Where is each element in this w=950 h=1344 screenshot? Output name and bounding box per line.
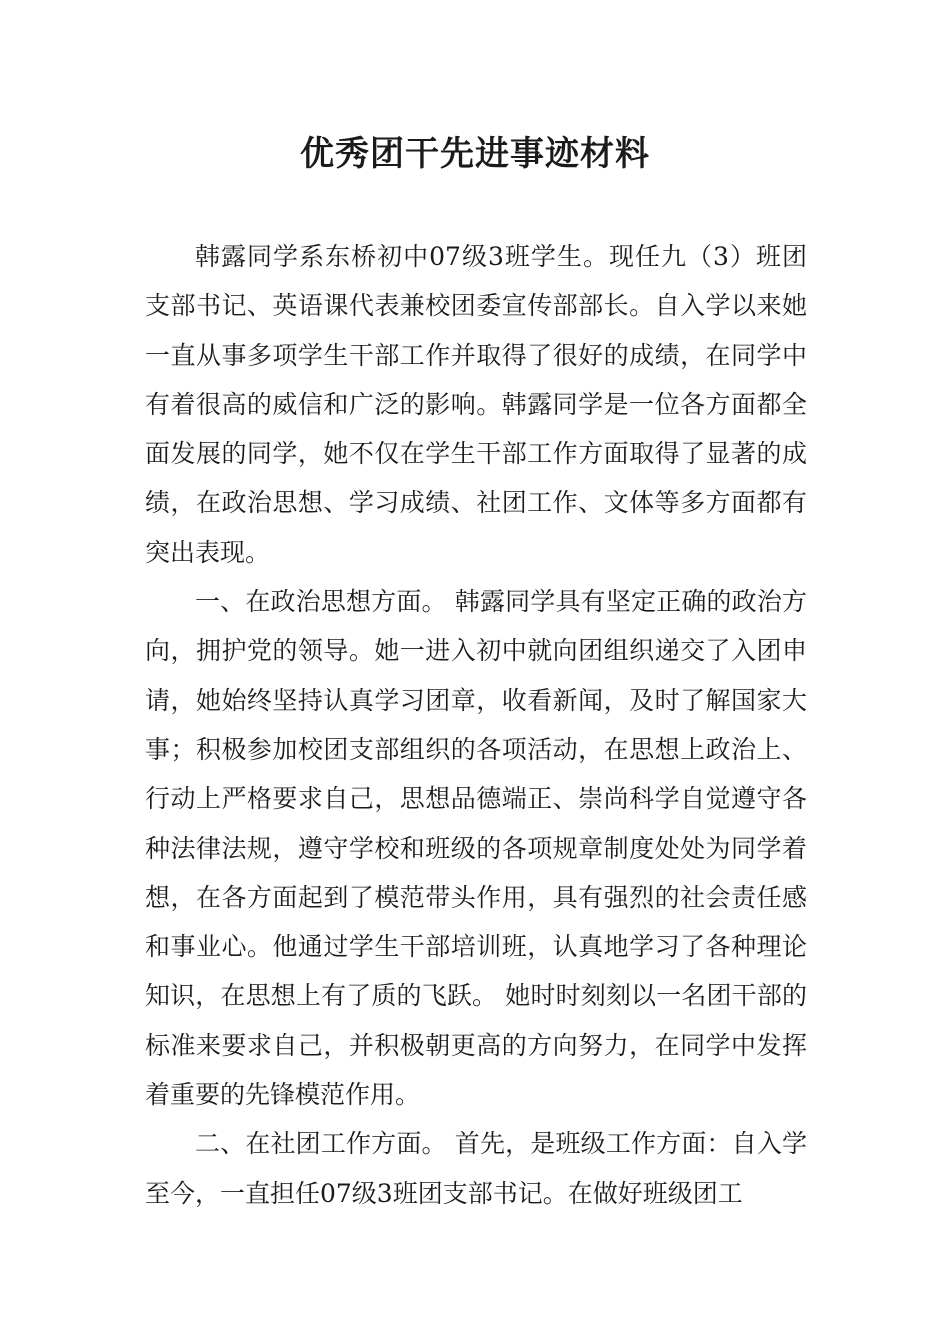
document-body xyxy=(145,232,807,1218)
paragraph-club-work: 二、在社团工作方面。 首先，是班级工作方面：自入学至今，一直担任07级3班团支部书记。在做好班级团工 xyxy=(145,1129,807,1208)
document-title: 优秀团干先进事迹材料 xyxy=(300,134,650,174)
paragraph-political-thought: 一、在政治思想方面。 韩露同学具有坚定正确的政治方向，拥护党的领导。她一进入初中就向团组织递交了入团申请，她始终坚持认真学习团章，收看新闻，及时了解国家大事；积极参加校团支部组织的各项活动，在思想上政治上、行动上严格要求自己，思想品德端正、崇尚科学自觉遵守各种法律法规，遵守学校和班级的各项规章制度处处为同学着想，在各方面起到了模范带头作用，具有强烈的社会责任感和事业心。他通过学生干部培训班，认真地学习了各种理论知识，在思想上有了质的飞跃。 她时时刻刻以一名团干部的标准来要求自己，并积极朝更高的方向努力，在同学中发挥着重要的先锋模范作用。 xyxy=(145,587,807,1110)
paragraph-intro: 韩露同学系东桥初中07级3班学生。现任九（3）班团支部书记、英语课代表兼校团委宣传部部长。自入学以来她一直从事多项学生干部工作并取得了很好的成绩，在同学中有着很高的威信和广泛的影响。韩露同学是一位各方面都全面发展的同学，她不仅在学生干部工作方面取得了显著的成绩，在政治思想、学习成绩、社团工作、文体等多方面都有突出表现。 xyxy=(145,242,807,567)
